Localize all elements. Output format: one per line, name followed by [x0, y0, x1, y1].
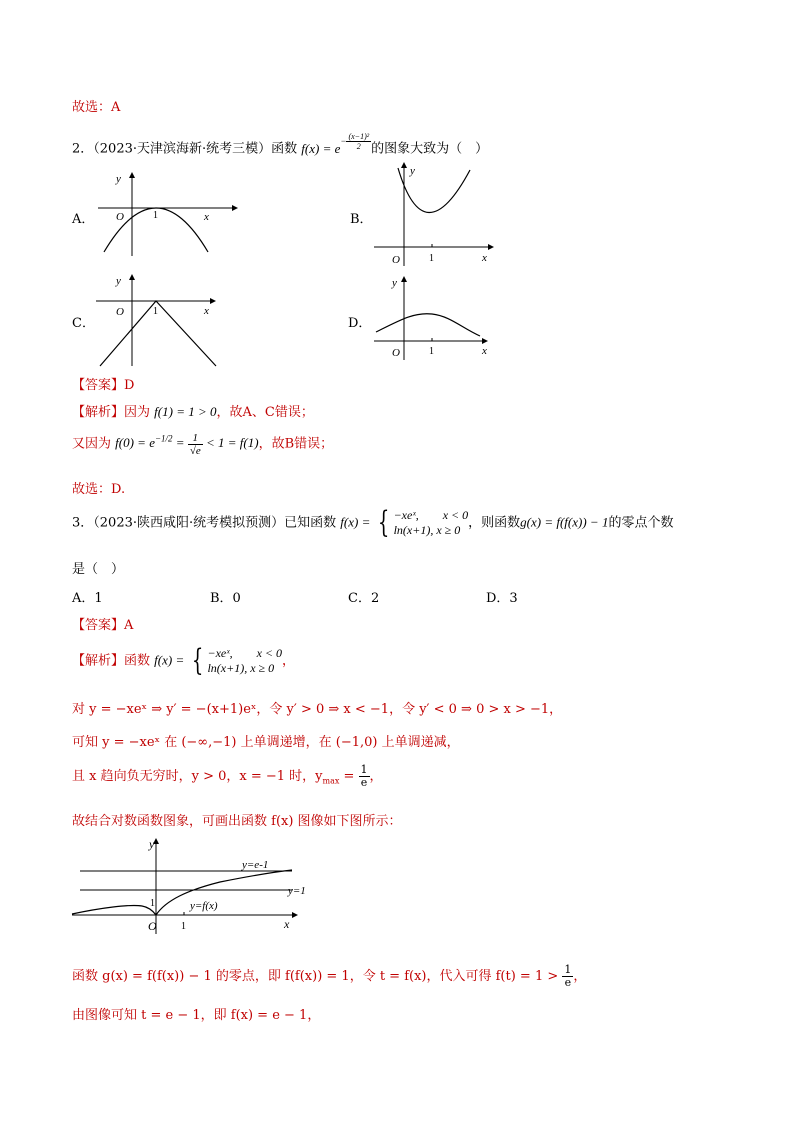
q2c-x-label: x — [204, 305, 209, 317]
q2-analysis-line2: 又因为 $f(0) = e^{-1/2}$ = $\frac{1}{√e}$ < 1 = f(1)，故B错误； — [72, 432, 334, 457]
q2c-origin: O — [116, 306, 124, 318]
q2-option-d-label: D． — [348, 316, 372, 331]
q3-analysis-line2: 可知 y = −xeˣ 在 (−∞,−1) 上单调递增，在 (−1,0) 上单调递减， — [72, 735, 460, 750]
q2a-y-label: y — [116, 173, 121, 185]
q2-option-a-graph — [92, 168, 242, 258]
q3-number: 3． — [72, 515, 94, 531]
q2-stem-tail: 的图象大致为（ ） — [371, 141, 489, 157]
q2a-x-label: x — [204, 211, 209, 223]
q2-source: （2023·天津滨海新·统考三模）函数 — [93, 141, 298, 157]
q2-option-a-label: A． — [72, 212, 95, 227]
q2-stem — [72, 132, 488, 157]
q2-answer — [72, 374, 134, 393]
q3-choice-a: A．1 — [72, 591, 103, 606]
q1-final-answer: 故选：A — [72, 100, 121, 115]
q3-analysis-head: 【解析】函数 f(x) = { −xeˣ, x < 0 ln(x+1), x ≥ 0 ， — [72, 643, 296, 678]
q2d-y-label: y — [392, 277, 397, 289]
q3-analysis-line1: 对 y = −xeˣ ⇒ y′ = −(x+1)eˣ，令 y′ > 0 ⇒ x < −1，令 y′ < 0 ⇒ 0 > x > −1， — [72, 702, 563, 717]
q2b-x-label: x — [482, 252, 487, 264]
q3-analysis-line5: 函数 g(x) = f(f(x)) − 1 的零点，即 f(f(x)) = 1，令 t = f(x)，代入可得 f(t) = 1 > $\frac{1}{e}$ ， — [72, 963, 587, 989]
q3-answer-value: A — [124, 618, 134, 633]
q3-graph-y-label: y — [149, 837, 155, 851]
q2a-tick: 1 — [153, 210, 158, 221]
q3-analysis-line6: 由图像可知 t = e − 1，即 f(x) = e − 1， — [72, 1008, 321, 1023]
q2-option-c-label: C． — [72, 316, 95, 331]
q3-stem-line2: 是（ ） — [72, 562, 125, 577]
q2c-tick: 1 — [153, 306, 158, 317]
q2d-origin: O — [392, 347, 400, 359]
q3-analysis-line3: 且 x 趋向负无穷时，y > 0，x = −1 时，$y_{max}$ = $\frac{1}{e}$ ， — [72, 763, 383, 789]
q2-final: 故选：D. — [72, 482, 126, 497]
q2d-tick: 1 — [429, 346, 434, 357]
q3-answer — [72, 614, 133, 633]
q2d-x-label: x — [482, 345, 487, 357]
q3-stem-line1: 3．（2023·陕西咸阳·统考模拟预测）已知函数 f(x) = { −xeˣ, x < 0 ln(x+1), x ≥ 0 ，则函数g(x) = f(f(x)) − 1的零点个数 — [72, 505, 674, 540]
q2-analysis-line1: 【解析】因为 f(1) = 1 > 0，故A、C错误； — [72, 404, 314, 420]
q3-choice-b: B．0 — [210, 591, 241, 606]
q3-graph-x-label: x — [284, 917, 290, 931]
q2-analysis-tag: 【解析】 — [72, 405, 125, 420]
q3-source: （2023·陕西咸阳·统考模拟预测）已知函数 — [93, 515, 337, 531]
q2-option-d-graph — [370, 270, 500, 362]
q3-analysis-line4: 故结合对数函数图象，可画出函数 f(x) 图像如下图所示： — [72, 814, 402, 829]
q2c-y-label: y — [116, 275, 121, 287]
q3-graph-origin: O — [148, 919, 157, 933]
q3-graph-label-fx: y=f(x) — [190, 900, 218, 912]
q3-graph-label-1-y: 1 — [150, 898, 155, 909]
q3-graph-label-ye1: y=e-1 — [242, 859, 269, 871]
q3-graph-label-y1: y=1 — [288, 885, 306, 897]
q2-option-b-label: B． — [350, 212, 373, 227]
q3-choice-c: C．2 — [348, 591, 380, 606]
q3-answer-tag: 【答案】 — [72, 618, 125, 633]
q2-number: 2． — [72, 141, 94, 157]
q2b-origin: O — [392, 254, 400, 266]
q2b-tick: 1 — [429, 253, 434, 264]
q3-choice-d: D．3 — [486, 591, 518, 606]
q3-analysis-tag: 【解析】 — [72, 653, 125, 669]
q3-graph-label-1-x: 1 — [181, 921, 186, 932]
q3-function-graph — [70, 834, 310, 936]
q2a-origin: O — [116, 211, 124, 223]
q2b-y-label: y — [410, 165, 415, 177]
q2-formula: $f(x) = e^{- \frac{\text{(x−1)²}}{2}}$ — [301, 132, 370, 156]
q2-option-b-graph — [370, 160, 500, 268]
q2-answer-tag: 【答案】 — [72, 378, 125, 393]
q2-option-c-graph — [92, 270, 222, 370]
q2-answer-value: D — [124, 378, 135, 393]
